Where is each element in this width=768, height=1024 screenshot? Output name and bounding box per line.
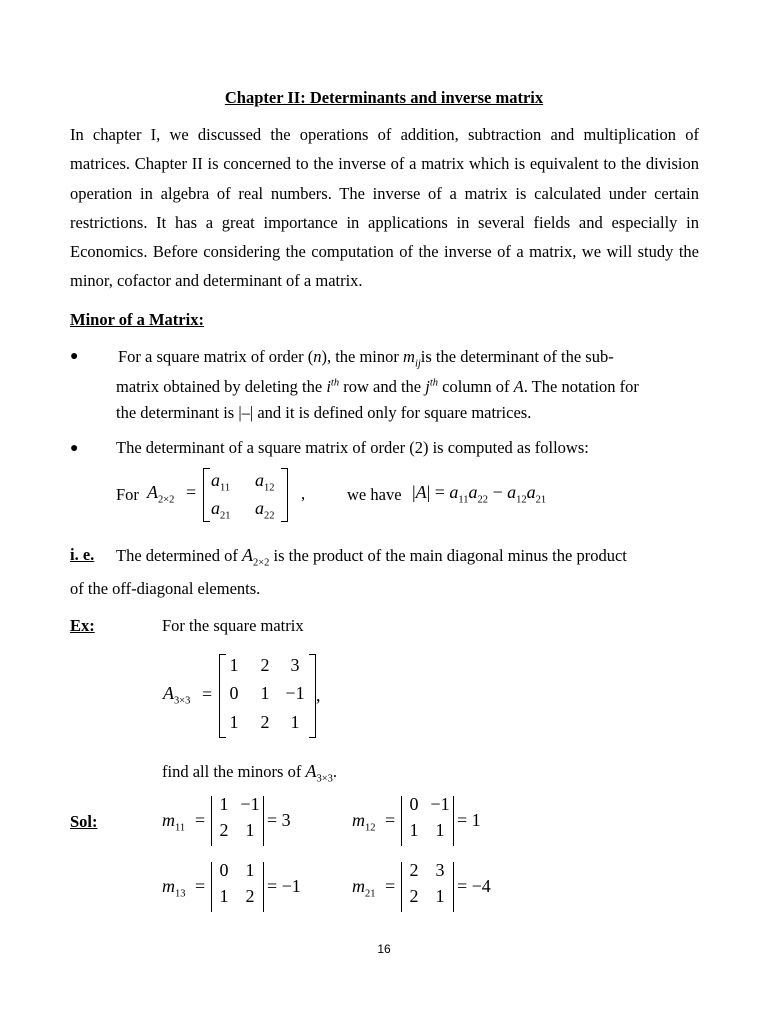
determinant-cell: 3 bbox=[435, 860, 445, 880]
determinant-cell: 1 bbox=[219, 886, 229, 906]
bullet-1-text-f: column of bbox=[442, 377, 510, 396]
a21 bbox=[211, 498, 231, 522]
find-text: find all the minors of bbox=[162, 762, 302, 781]
bullet-2-text: The determinant of a square matrix of order (2) is computed as follows: bbox=[116, 438, 589, 457]
f-a1: a bbox=[449, 482, 459, 502]
find-line: find all the minors of $A_{3\times 3}$. bbox=[162, 761, 337, 785]
bullet-1-line-3 bbox=[116, 403, 531, 423]
matrix-cell: −1 bbox=[285, 683, 305, 703]
for-label: For bbox=[116, 485, 139, 504]
find-A-symbol bbox=[305, 761, 333, 785]
f-a2: a bbox=[468, 482, 478, 502]
matrix-A: A bbox=[513, 377, 524, 396]
matrix-cell: 1 bbox=[260, 683, 270, 703]
det-bar-left: | bbox=[412, 482, 416, 502]
comma-1: , bbox=[301, 484, 306, 503]
bullet-2-marker: ● bbox=[70, 441, 79, 456]
ie-line-2: of the off-diagonal elements. bbox=[70, 579, 261, 598]
matrix-cell: 1 bbox=[229, 712, 239, 732]
ex-text: For the square matrix bbox=[162, 616, 304, 635]
determinant-bar-right bbox=[453, 796, 454, 846]
a12-sub: 12 bbox=[264, 482, 275, 494]
f-s1: 11 bbox=[458, 494, 469, 506]
sol-label: Sol: bbox=[70, 812, 98, 831]
ie-text-b: is the product of the main diagonal minus the product bbox=[273, 546, 627, 565]
matrix-2x2-bracket-left bbox=[203, 468, 210, 522]
determinant-cell: 2 bbox=[219, 820, 229, 840]
A-3x3-symbol bbox=[163, 683, 190, 707]
ex-label: Ex: bbox=[70, 616, 95, 635]
minor-label-m: m bbox=[162, 876, 175, 896]
A-3x3-sub: 3×3 bbox=[174, 695, 191, 707]
minor-result: = 3 bbox=[267, 810, 291, 830]
a12 bbox=[255, 470, 275, 494]
comma-2: , bbox=[316, 685, 321, 705]
matrix-3x3-bracket-right bbox=[309, 654, 316, 738]
bullet-1-line-2 bbox=[116, 377, 639, 397]
determinant-bar-right bbox=[263, 862, 264, 912]
page-number: 16 bbox=[377, 942, 391, 956]
a22-a: a bbox=[255, 498, 264, 518]
bullet-1-text-b: , the minor bbox=[326, 347, 399, 366]
matrix-cell: 1 bbox=[229, 655, 239, 675]
ie-A-sub: 2×2 bbox=[253, 557, 270, 569]
matrix-cell: 0 bbox=[229, 683, 239, 703]
matrix-cell: 2 bbox=[260, 655, 270, 675]
f-a4: a bbox=[526, 482, 536, 502]
intro-paragraph: In chapter I, we discussed the operations of addition, subtraction and multiplication of matrices. Chapter II is concerned to the inverse of a matrix which is equivalent to the division operation in algebra of real numbers. The inverse of a matrix is calculated under certain restrictions. It has a great importance in applications in several fields and especially in Economics. Before considering the computation of the inverse of a matrix, we will study the minor, cofactor and determinant of a matrix. bbox=[70, 125, 699, 291]
f-s4: 21 bbox=[535, 494, 547, 506]
minor-label-sub: 21 bbox=[365, 888, 376, 900]
equals-3: = bbox=[202, 684, 213, 704]
determinant-cell: 2 bbox=[245, 886, 255, 906]
a12-a: a bbox=[255, 470, 264, 490]
determinant-cell: 0 bbox=[219, 860, 229, 880]
determinant-cell: −1 bbox=[430, 794, 450, 814]
a21-sub: 21 bbox=[220, 510, 231, 522]
ie-label: i. e. bbox=[70, 545, 95, 564]
minor-equals: = bbox=[385, 876, 396, 896]
f-s3: 12 bbox=[516, 494, 527, 506]
determinant-cell: 2 bbox=[409, 886, 419, 906]
f-a3: a bbox=[507, 482, 517, 502]
determinant-cell: 2 bbox=[409, 860, 419, 880]
minor-label-sub: 12 bbox=[365, 822, 376, 834]
a11-a: a bbox=[211, 470, 220, 490]
minor-label-m: m bbox=[162, 810, 175, 830]
A-3x3-A: A bbox=[163, 683, 174, 703]
minor-label bbox=[352, 876, 376, 900]
det-notation: |–| bbox=[238, 403, 254, 422]
det-A: A bbox=[415, 482, 427, 502]
chapter-title: Chapter II: Determinants and inverse matrix bbox=[224, 88, 544, 107]
minor-m: m bbox=[403, 347, 415, 366]
bullet-1-text-a: For a square matrix of order bbox=[118, 347, 304, 366]
minor-result: = −1 bbox=[267, 876, 301, 896]
bullet-1-text-g: . The notation for bbox=[523, 377, 639, 396]
a22-sub: 22 bbox=[264, 510, 275, 522]
section-heading: Minor of a Matrix: bbox=[70, 310, 204, 329]
bullet-1-text-c: is the determinant of the sub- bbox=[420, 347, 614, 366]
determinant-cell: 0 bbox=[409, 794, 419, 814]
determinant-bar-right bbox=[263, 796, 264, 846]
matrix-cell: 1 bbox=[290, 712, 300, 732]
bullet-1-line-1 bbox=[118, 347, 614, 369]
bullet-1-text-d: matrix obtained by deleting the bbox=[116, 377, 323, 396]
A-2x2-sub: 2×2 bbox=[158, 494, 175, 506]
ie-text-a: The determined of bbox=[116, 546, 238, 565]
ie-A: A bbox=[242, 545, 253, 565]
minor-equals: = bbox=[385, 810, 396, 830]
determinant-cell: 1 bbox=[435, 886, 445, 906]
row-th: th bbox=[330, 377, 340, 389]
det-bar-right: | bbox=[426, 482, 431, 502]
minor-symbol bbox=[403, 347, 421, 370]
A-2x2-A: A bbox=[147, 482, 158, 502]
row-i: i bbox=[326, 377, 331, 396]
determinant-cell: 1 bbox=[245, 820, 255, 840]
matrix-cell: 3 bbox=[290, 655, 300, 675]
minor-equals: = bbox=[195, 810, 206, 830]
minus: − bbox=[488, 482, 508, 502]
minor-label bbox=[352, 810, 376, 834]
minor-equals: = bbox=[195, 876, 206, 896]
minor-label-sub: 13 bbox=[175, 888, 186, 900]
equals-1: = bbox=[186, 482, 197, 502]
we-have-label: we have bbox=[347, 485, 402, 504]
minor-result: = 1 bbox=[457, 810, 481, 830]
equals-2: = bbox=[430, 482, 450, 502]
a11 bbox=[211, 470, 230, 494]
find-A: A bbox=[305, 761, 317, 781]
determinant-cell: 1 bbox=[435, 820, 445, 840]
minor-label bbox=[162, 876, 186, 900]
determinant-bar-right bbox=[453, 862, 454, 912]
determinant-cell: 1 bbox=[245, 860, 255, 880]
determinant-cell: 1 bbox=[409, 820, 419, 840]
a22 bbox=[255, 498, 275, 522]
A-2x2-symbol bbox=[147, 482, 174, 506]
ie-line-1 bbox=[116, 545, 627, 569]
bullet-1-text-h: the determinant is bbox=[116, 403, 235, 422]
bullet-1-text-e: row and the bbox=[343, 377, 422, 396]
minor-ij: ij bbox=[414, 358, 421, 370]
minor-result: = −4 bbox=[457, 876, 491, 896]
bullet-1-text-i: and it is defined only for square matrices. bbox=[257, 403, 532, 422]
minor-label-sub: 11 bbox=[175, 822, 186, 834]
order-paren: (n) bbox=[307, 347, 327, 366]
col-j: j bbox=[425, 377, 430, 396]
determinant-cell: −1 bbox=[240, 794, 260, 814]
minor-label-m: m bbox=[352, 876, 365, 896]
find-A-sub: 3×3 bbox=[316, 773, 333, 785]
minor-label bbox=[162, 810, 185, 834]
a11-sub: 11 bbox=[220, 482, 231, 494]
a21-a: a bbox=[211, 498, 220, 518]
col-th: th bbox=[429, 377, 439, 389]
det-formula bbox=[412, 482, 546, 506]
ie-A-symbol bbox=[242, 545, 270, 569]
matrix-2x2-bracket-right bbox=[281, 468, 288, 522]
minor-label-m: m bbox=[352, 810, 365, 830]
determinant-cell: 1 bbox=[219, 794, 229, 814]
order-n: n bbox=[313, 347, 322, 366]
bullet-1-marker: ● bbox=[70, 349, 79, 364]
matrix-cell: 2 bbox=[260, 712, 270, 732]
f-s2: 22 bbox=[477, 494, 488, 506]
